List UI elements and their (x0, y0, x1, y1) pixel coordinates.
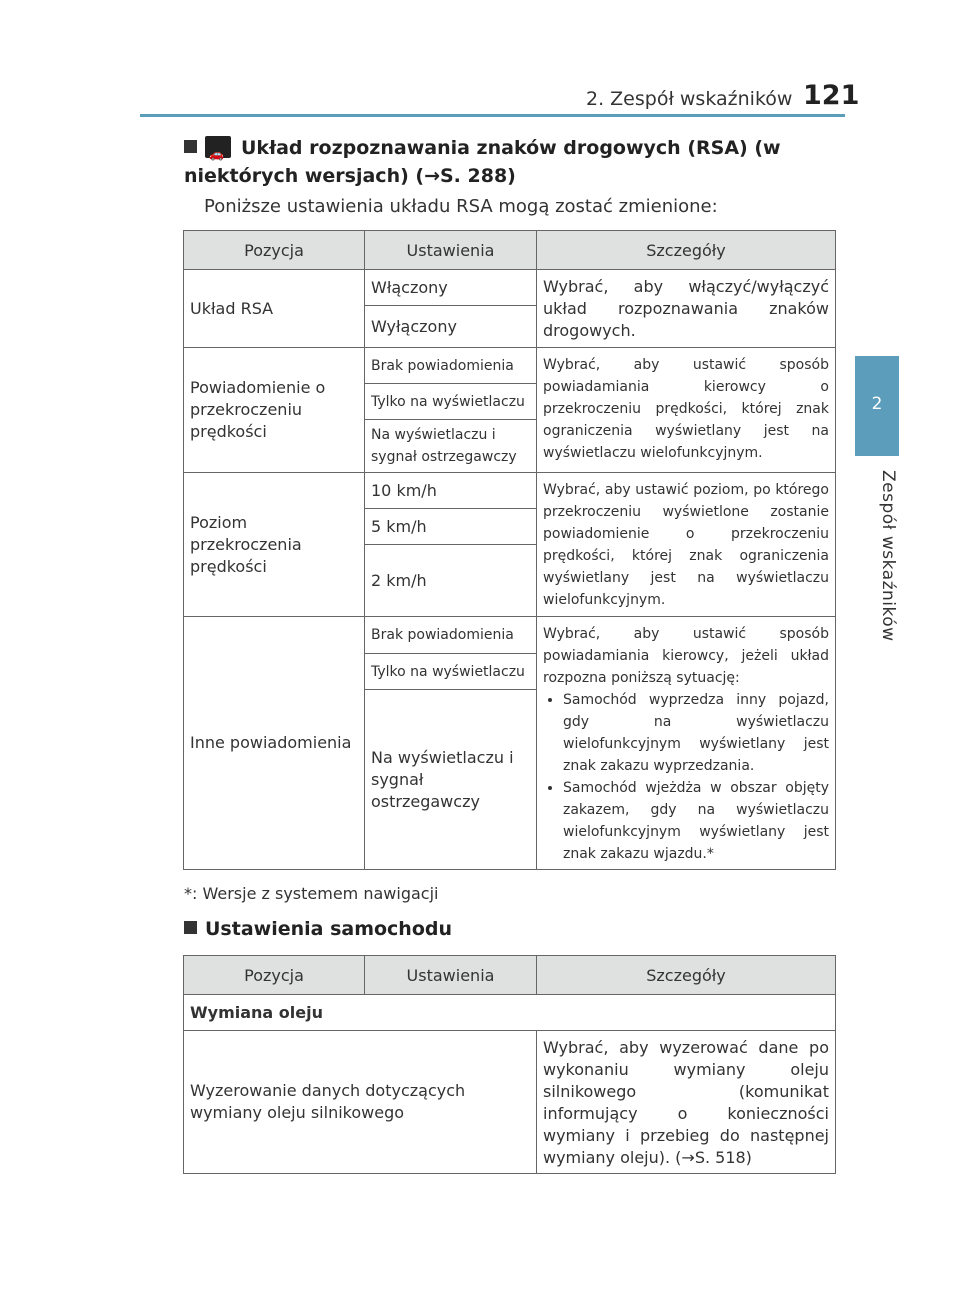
setting-cell: Brak powiadomienia (365, 348, 537, 384)
section-title-vehicle: Ustawienia samochodu (184, 918, 452, 940)
details-cell: Wybrać, aby ustawić sposób powiadamiania kierowcy o przekroczeniu prędkości, której znak ograniczenia wyświetlany jest na wyświetlaczu wielofunkcyjnym. (537, 348, 836, 473)
details-text: Wybrać, aby ustawić sposób powiadamiania kierowcy, jeżeli układ rozpozna poniższą sytuację: (543, 626, 829, 686)
item-cell: Inne powiadomienia (184, 617, 365, 870)
table-row (184, 348, 836, 384)
table-header-row (184, 231, 836, 270)
side-tab-number: 2 (871, 394, 883, 414)
side-tab-label: Zespół wskaźników (878, 470, 898, 642)
column-header: Ustawienia (365, 231, 537, 270)
setting-cell: Tylko na wyświetlaczu (365, 653, 537, 690)
square-bullet-icon (184, 140, 197, 153)
section-title-rsa: 🚗 Układ rozpoznawania znaków drogowych (RSA) (w niektórych wersjach) (→S. 288) (184, 137, 781, 187)
details-cell (537, 617, 836, 870)
table-row (184, 1031, 836, 1174)
list-item: • Samochód wjeżdża w obszar objęty zakazem, gdy na wyświetlaczu wielofunkcyjnym wyświetlany jest znak zakazu wjazdu.* (563, 777, 829, 865)
details-list (543, 689, 829, 865)
chapter-side-tab[interactable] (855, 356, 899, 456)
table-row (184, 473, 836, 509)
table-row (184, 270, 836, 306)
item-cell: Wyzerowanie danych dotyczących wymiany oleju silnikowego (184, 1031, 537, 1174)
chapter-title: 2. Zespół wskaźników (586, 88, 793, 110)
column-header: Pozycja (184, 956, 365, 995)
setting-cell: Na wyświetlaczu i sygnał ostrzegawczy (365, 690, 537, 870)
column-header: Pozycja (184, 231, 365, 270)
road-sign-car-icon: 🚗 (205, 136, 231, 158)
setting-cell: Włączony (365, 270, 537, 306)
details-cell: Wybrać, aby wyzerować dane po wykonaniu wymiany oleju silnikowego (komunikat informujący o konieczności wymiany i przebieg do następnej wymiany oleju). (→S. 518) (537, 1031, 836, 1174)
page-number: 121 (803, 80, 860, 111)
setting-cell: Wyłączony (365, 306, 537, 348)
details-cell: Wybrać, aby włączyć/wyłączyć układ rozpoznawania znaków drogowych. (537, 270, 836, 348)
list-item: • Samochód wyprzedza inny pojazd, gdy na wyświetlaczu wielofunkcyjnym wyświetlany jest znak zakazu wyprzedzania. (563, 689, 829, 777)
item-cell: Układ RSA (184, 270, 365, 348)
column-header: Szczegóły (537, 231, 836, 270)
setting-cell: 5 km/h (365, 509, 537, 545)
table-group-row (184, 995, 836, 1031)
rsa-settings-table (183, 230, 836, 870)
table-row (184, 617, 836, 654)
details-cell: Wybrać, aby ustawić poziom, po którego przekroczeniu wyświetlone zostanie powiadomienie o przekroczeniu prędkości, której znak ograniczenia wyświetlany jest na wyświetlaczu wielofunkcyjnym. (537, 473, 836, 617)
header-divider (140, 114, 845, 117)
footnote: *: Wersje z systemem nawigacji (184, 884, 439, 903)
setting-cell: Na wyświetlaczu i sygnał ostrzegawczy (365, 420, 537, 473)
square-bullet-icon (184, 921, 197, 934)
setting-cell: Brak powiadomienia (365, 617, 537, 654)
setting-cell: 10 km/h (365, 473, 537, 509)
setting-cell: Tylko na wyświetlaczu (365, 384, 537, 420)
setting-cell: 2 km/h (365, 545, 537, 617)
group-cell: Wymiana oleju (184, 995, 836, 1031)
item-cell: Powiadomienie o przekroczeniu prędkości (184, 348, 365, 473)
column-header: Szczegóły (537, 956, 836, 995)
item-cell: Poziom przekroczenia prędkości (184, 473, 365, 617)
table-header-row (184, 956, 836, 995)
column-header: Ustawienia (365, 956, 537, 995)
section-intro: Poniższe ustawienia układu RSA mogą zostać zmienione: (204, 196, 718, 217)
vehicle-settings-table (183, 955, 836, 1174)
